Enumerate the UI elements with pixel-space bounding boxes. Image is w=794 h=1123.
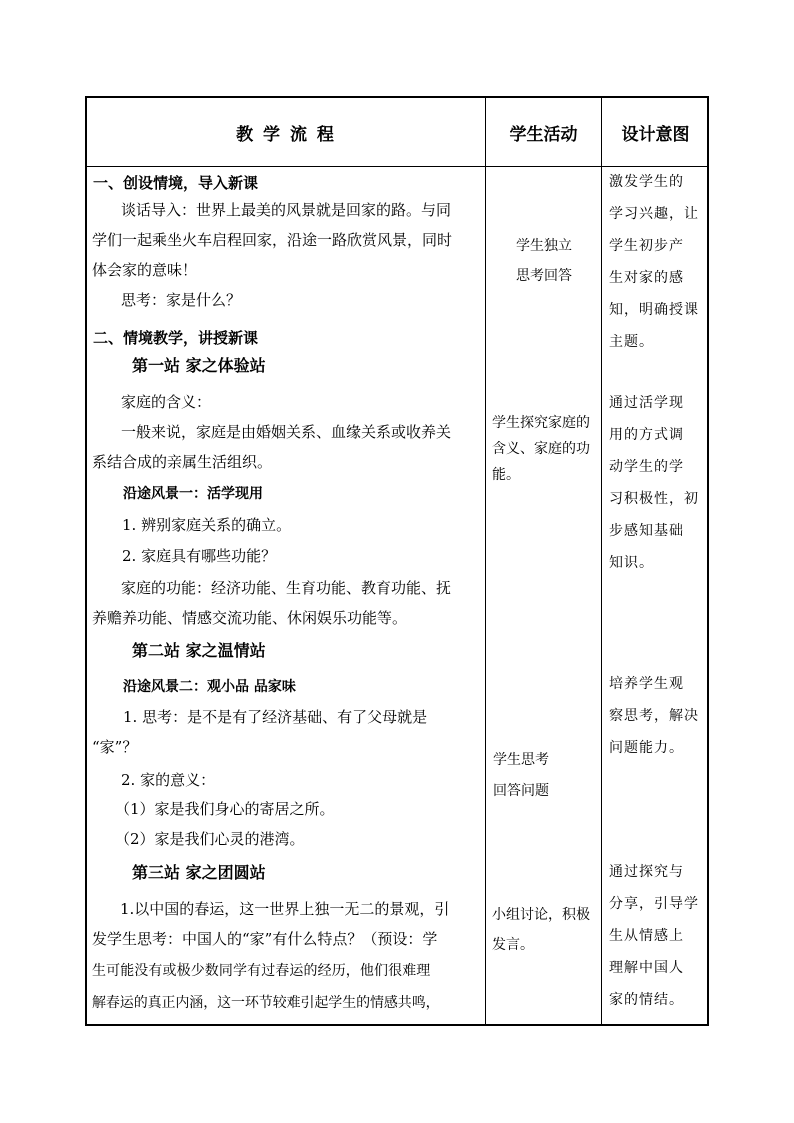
activity-line: 学生探究家庭的 (492, 415, 590, 431)
scene-title: 沿途风景二：观小品 品家味 (123, 679, 296, 695)
intent-line: 激发学生的 (609, 174, 684, 190)
activity-line: 回答问题 (493, 783, 549, 799)
intent-line: 习积极性，初 (609, 491, 699, 507)
activity-line: 小组讨论，积极 (492, 907, 590, 923)
list-item: 2. 家庭具有哪些功能？ (122, 547, 277, 565)
intent-line: 生对家的感 (609, 270, 684, 286)
list-item: （2）家是我们心灵的港湾。 (115, 830, 305, 848)
station-title: 第二站 家之温情站 (132, 641, 266, 660)
text-line: 谈话导入：世界上最美的风景就是回家的路。与同 (121, 201, 452, 219)
header-teaching-process: 教 学 流 程 (236, 125, 336, 145)
intent-line: 理解中国人 (609, 960, 684, 976)
text-line: 一般来说，家庭是由婚姻关系、血缘关系或收养关 (121, 423, 452, 441)
column-divider (485, 98, 486, 1024)
list-item: 1. 思考：是不是有了经济基础、有了父母就是 (123, 708, 428, 726)
text-line: 1.以中国的春运，这一世界上独一无二的景观，引 (120, 900, 450, 918)
intent-line: 学习兴趣，让 (609, 206, 699, 222)
intent-line: 步感知基础 (609, 523, 684, 539)
scene-title: 沿途风景一：活学现用 (123, 486, 263, 502)
intent-line: 动学生的学 (609, 459, 684, 475)
intent-line: 培养学生观 (609, 676, 684, 692)
list-item: 1. 辨别家庭关系的确立。 (122, 516, 292, 534)
text-line: 学们一起乘坐火车启程回家，沿途一路欣赏风景，同时 (92, 231, 453, 249)
intent-line: 知，明确授课 (609, 302, 699, 318)
station-title: 第一站 家之体验站 (132, 356, 266, 375)
intent-line: 通过探究与 (609, 864, 684, 880)
section-title: 二、情境教学，讲授新课 (93, 329, 259, 347)
text-line: 思考：家是什么？ (121, 291, 242, 309)
text-line: 家庭的含义： (121, 393, 212, 411)
text-line: 体会家的意味！ (92, 261, 198, 279)
list-item: （1）家是我们身心的寄居之所。 (115, 800, 335, 818)
header-design-intent: 设计意图 (621, 125, 690, 145)
intent-line: 用的方式调 (609, 427, 684, 443)
activity-line: 学生独立 (516, 238, 572, 254)
text-line: “家”？ (92, 738, 138, 756)
intent-line: 主题。 (609, 334, 654, 350)
intent-line: 分享，引导学 (609, 896, 699, 912)
text-line: 解春运的真正内涵，这一环节较难引起学生的情感共鸣， (92, 995, 440, 1011)
text-line: 系结合成的亲属生活组织。 (92, 453, 273, 471)
text-line: 养赡养功能、情感交流功能、休闲娱乐功能等。 (92, 609, 408, 627)
intent-line: 生从情感上 (609, 928, 684, 944)
text-line: 发学生思考：中国人的“家”有什么特点？（预设：学 (92, 930, 438, 948)
intent-line: 学生初步产 (609, 238, 684, 254)
intent-line: 问题能力。 (609, 740, 684, 756)
section-title: 一、创设情境，导入新课 (93, 174, 259, 192)
intent-line: 家的情结。 (609, 992, 684, 1008)
activity-line: 含义、家庭的功 (492, 441, 590, 457)
text-line: 家庭的功能：经济功能、生育功能、教育功能、抚 (121, 579, 452, 597)
station-title: 第三站 家之团圆站 (132, 863, 266, 882)
header-student-activity: 学生活动 (509, 125, 578, 145)
column-divider (601, 98, 602, 1024)
activity-line: 思考回答 (516, 268, 572, 284)
list-item: 2. 家的意义： (121, 771, 216, 789)
activity-line: 发言。 (492, 937, 534, 953)
intent-line: 察思考，解决 (609, 708, 699, 724)
text-line: 生可能没有或极少数同学有过春运的经历，他们很难理 (92, 963, 431, 979)
activity-line: 学生思考 (493, 752, 549, 768)
intent-line: 通过活学现 (609, 395, 684, 411)
activity-line: 能。 (492, 467, 520, 483)
intent-line: 知识。 (609, 555, 654, 571)
